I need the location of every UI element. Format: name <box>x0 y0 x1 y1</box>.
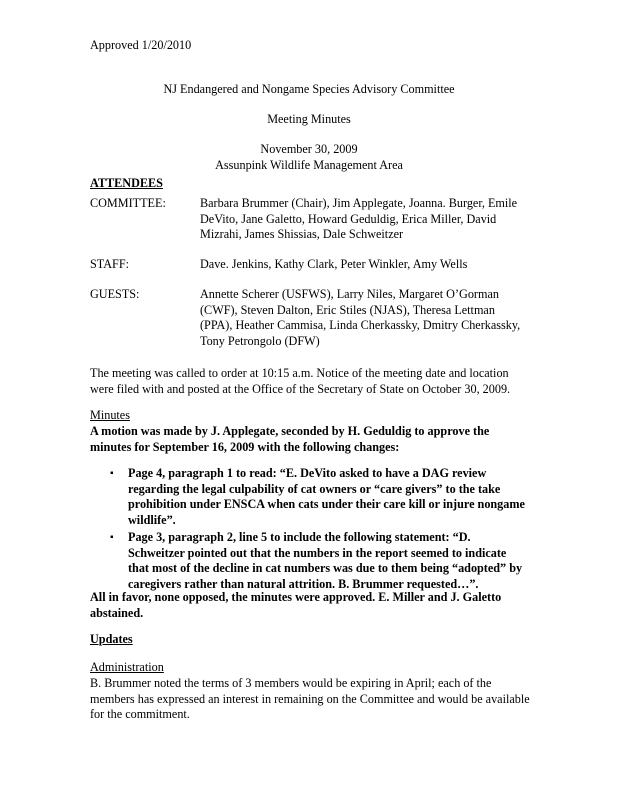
vote-paragraph: All in favor, none opposed, the minutes were approved. E. Miller and J. Galetto abstained. <box>90 590 502 620</box>
staff-members: Dave. Jenkins, Kathy Clark, Peter Winkler, Amy Wells <box>200 257 468 271</box>
staff-label: STAFF: <box>90 257 129 271</box>
minutes-heading: Minutes <box>90 408 130 422</box>
approval-note: Approved 1/20/2010 <box>90 38 192 52</box>
list-item <box>90 530 530 592</box>
list-item <box>90 466 530 528</box>
committee-members: Barbara Brummer (Chair), Jim Applegate, Joanna. Burger, Emile DeVito, Jane Galetto, Howard Geduldig, Erica Miller, David Mizrahi, James Shissias, Dale Schweitzer <box>200 196 518 241</box>
organization-name: NJ Endangered and Nongame Species Advisory Committee <box>163 82 455 96</box>
administration-paragraph: B. Brummer noted the terms of 3 members would be expiring in April; each of the members has expressed an interest in remaining on the Committee and would be available for the commitment. <box>90 676 530 721</box>
guests-label: GUESTS: <box>90 287 140 301</box>
square-bullet-icon: ▪ <box>110 468 114 479</box>
change-text: Page 3, paragraph 2, line 5 to include the following statement: “D. Schweitzer pointed out that the numbers in the report seemed to indicate that most of the decline in cat numbers was due to them being “adopted” by caregivers rather than natural attrition. B. Brummer requested…”. <box>128 530 523 591</box>
changes-list <box>90 466 530 594</box>
document-title: Meeting Minutes <box>267 112 351 126</box>
guests-members: Annette Scherer (USFWS), Larry Niles, Margaret O’Gorman (CWF), Steven Dalton, Eric Stiles (NJAS), Theresa Lettman (PPA), Heather Cammisa, Linda Cherkassky, Dmitry Cherkassky, Tony Petrongolo (DFW) <box>200 287 521 348</box>
meeting-location: Assunpink Wildlife Management Area <box>215 158 403 172</box>
meeting-date: November 30, 2009 <box>260 142 358 156</box>
change-text: Page 4, paragraph 1 to read: “E. DeVito asked to have a DAG review regarding the legal culpability of cat owners or “care givers” to the take prohibition under ENSCA when cats under their care kill or injure nongame wildlife”. <box>128 466 525 527</box>
updates-heading: Updates <box>90 632 133 646</box>
call-to-order-paragraph: The meeting was called to order at 10:15 a.m. Notice of the meeting date and location were filed with and posted at the Office of the Secretary of State on October 30, 2009. <box>90 366 511 396</box>
square-bullet-icon: ▪ <box>110 532 114 543</box>
attendees-heading: ATTENDEES <box>90 176 163 190</box>
administration-heading: Administration <box>90 660 164 674</box>
committee-label: COMMITTEE: <box>90 196 166 210</box>
motion-paragraph: A motion was made by J. Applegate, seconded by H. Geduldig to approve the minutes for September 16, 2009 with the following changes: <box>90 424 490 454</box>
